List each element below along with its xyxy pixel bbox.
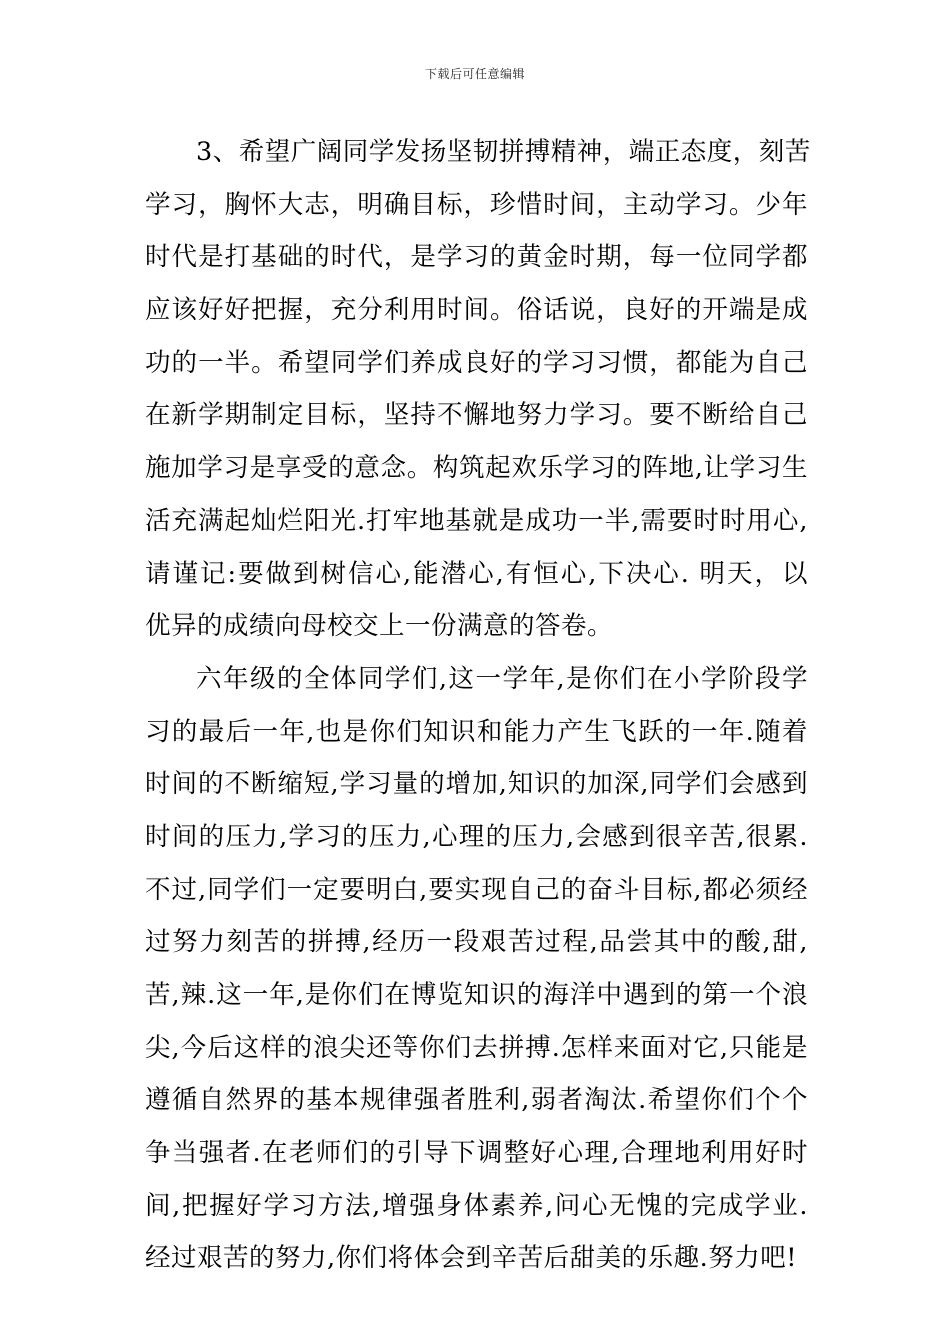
text-line: 施加学习是享受的意念。构筑起欢乐学习的阵地,让学习生 <box>145 453 808 484</box>
text-line: 功的一半。希望同学们养成良好的学习习惯，都能为自己 <box>145 347 808 378</box>
text-line: 六年级的全体同学们,这一学年,是你们在小学阶段学 <box>196 663 808 694</box>
text-line: 优异的成绩向母校交上一份满意的答卷。 <box>145 611 614 642</box>
document-body <box>145 126 811 1285</box>
paragraph-1 <box>145 126 811 653</box>
text-line: 3、希望广阔同学发扬坚韧拼搏精神，端正态度，刻苦 <box>196 137 811 167</box>
text-line: 在新学期制定目标，坚持不懈地努力学习。要不断给自己 <box>145 400 808 431</box>
text-line: 应该好好把握，充分利用时间。俗话说，良好的开端是成 <box>145 295 808 326</box>
paragraph-2 <box>145 653 808 1285</box>
text-line: 过努力刻苦的拼搏,经历一段艰苦过程,品尝其中的酸,甜, <box>145 927 808 958</box>
text-line: 尖,今后这样的浪尖还等你们去拼搏.怎样来面对它,只能是 <box>145 1032 808 1063</box>
text-line: 活充满起灿烂阳光.打牢地基就是成功一半,需要时时用心, <box>145 505 808 536</box>
text-line: 苦,辣.这一年,是你们在博览知识的海洋中遇到的第一个浪 <box>145 980 808 1010</box>
text-line: 时间的压力,学习的压力,心理的压力,会感到很辛苦,很累. <box>145 821 808 852</box>
text-line: 间,把握好学习方法,增强身体素养,问心无愧的完成学业. <box>145 1190 808 1221</box>
text-line: 习的最后一年,也是你们知识和能力产生飞跃的一年.随着 <box>145 716 808 747</box>
header-note: 下载后可任意编辑 <box>424 67 525 81</box>
text-line: 争当强者.在老师们的引导下调整好心理,合理地利用好时 <box>145 1138 808 1169</box>
text-line: 时代是打基础的时代，是学习的黄金时期，每一位同学都 <box>145 242 808 273</box>
text-line: 经过艰苦的努力,你们将体会到辛苦后甜美的乐趣.努力吧! <box>145 1243 797 1274</box>
text-line: 遵循自然界的基本规律强者胜利,弱者淘汰.希望你们个个 <box>145 1085 808 1116</box>
text-line: 不过,同学们一定要明白,要实现自己的奋斗目标,都必须经 <box>145 874 808 905</box>
text-line: 学习，胸怀大志，明确目标，珍惜时间，主动学习。少年 <box>145 189 808 220</box>
text-line: 时间的不断缩短,学习量的增加,知识的加深,同学们会感到 <box>145 769 808 800</box>
text-line: 请谨记:要做到树信心,能潜心,有恒心,下决心. 明天，以 <box>145 558 808 589</box>
